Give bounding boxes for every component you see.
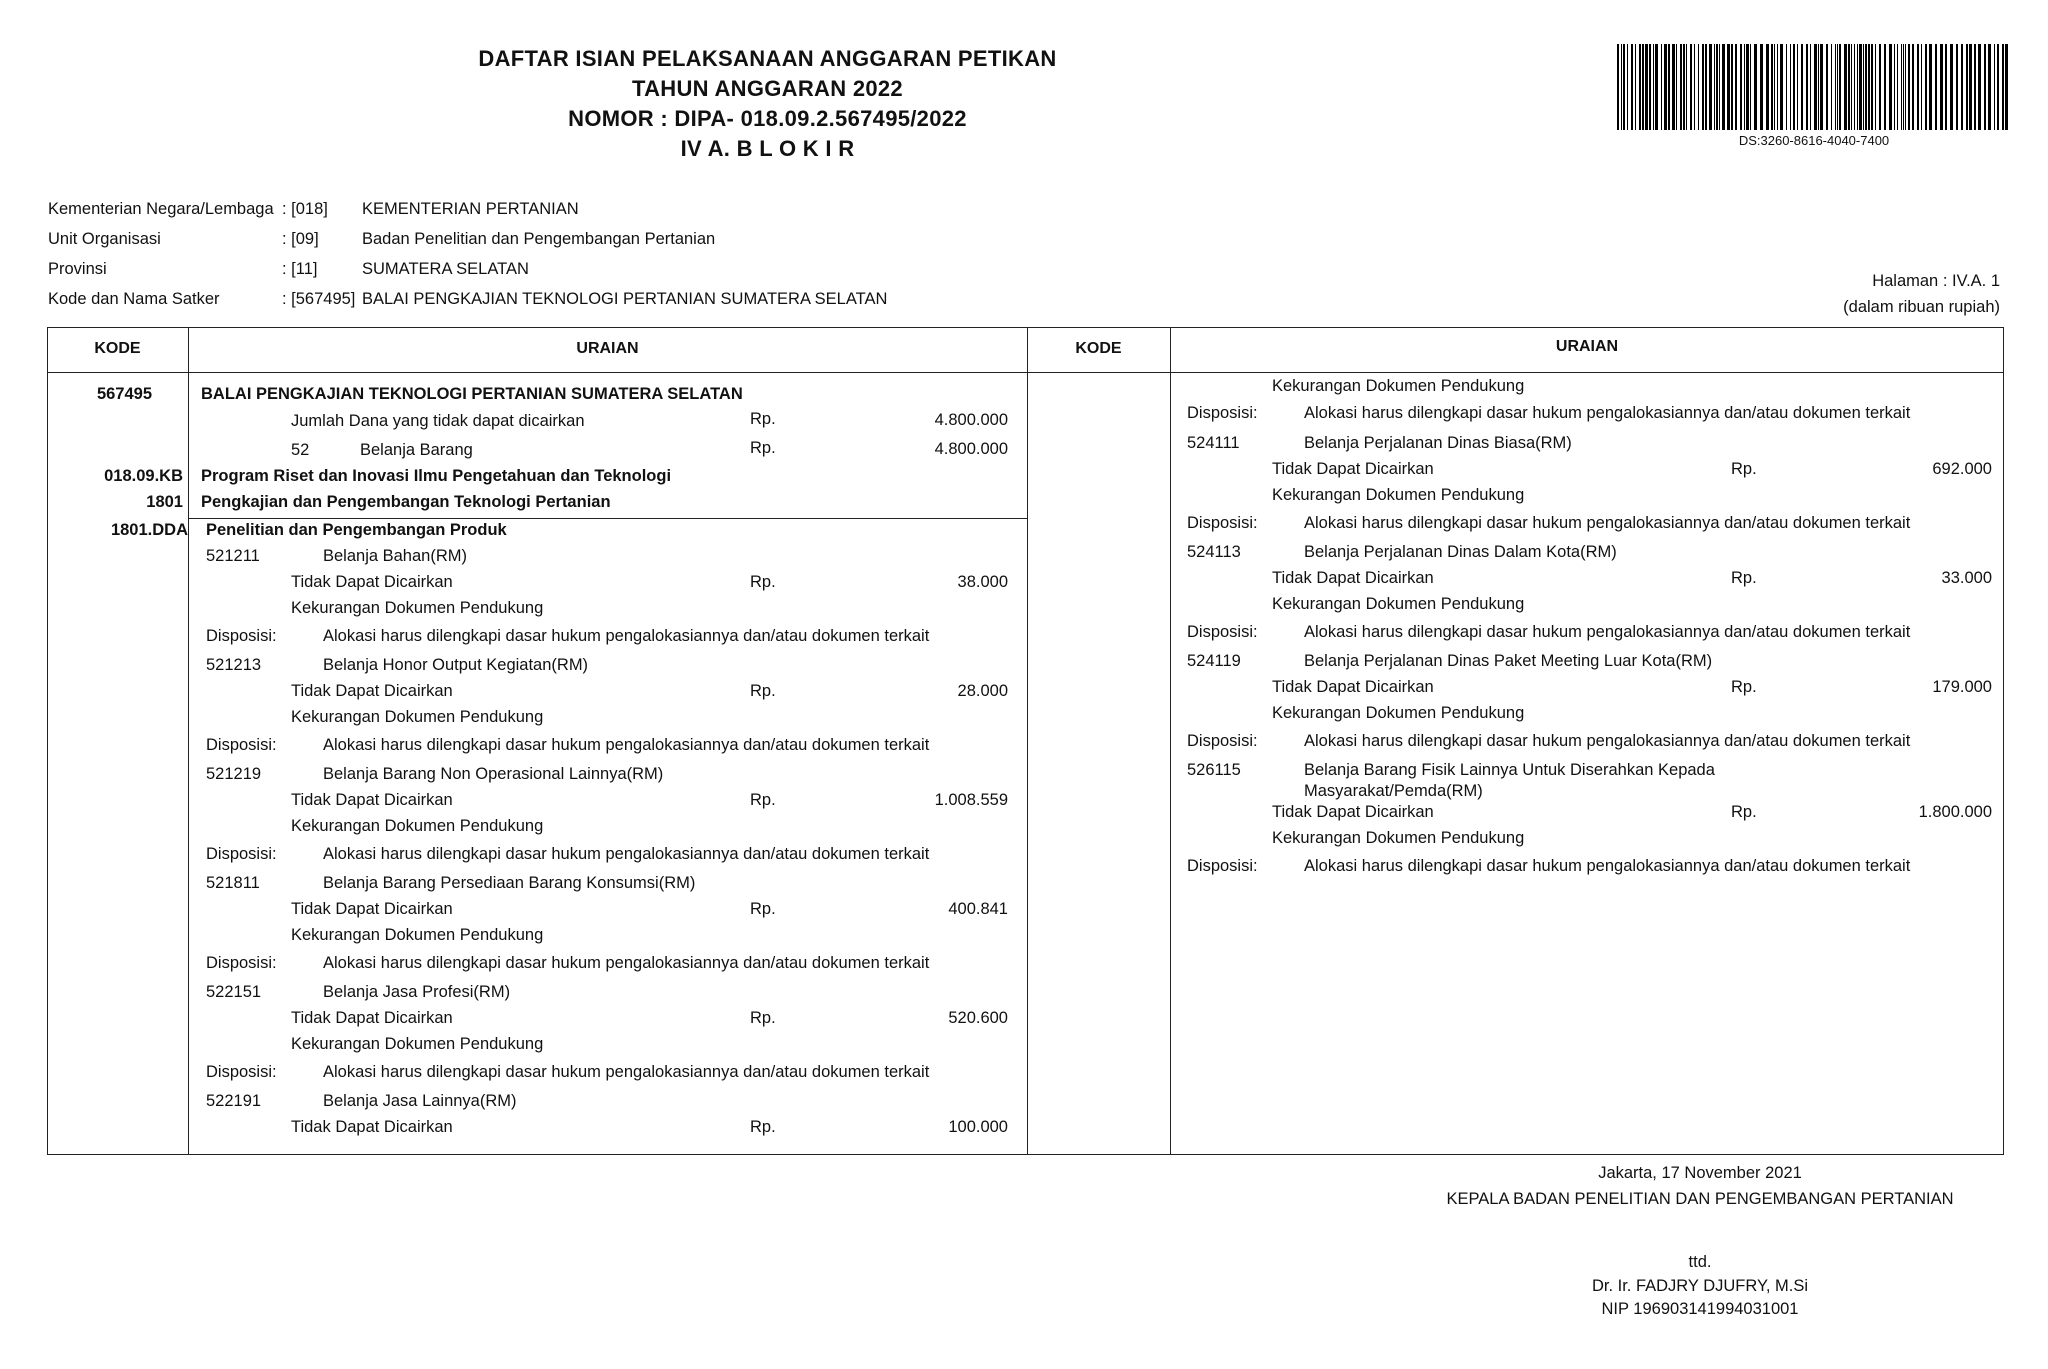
barcode-bar — [2002, 44, 2004, 130]
info-code: : [09] — [282, 230, 319, 248]
barcode-bar — [1744, 44, 1745, 130]
barcode-bar — [1879, 44, 1881, 130]
currency-label: Rp. — [750, 1118, 776, 1136]
barcode-bar — [1994, 44, 1995, 130]
barcode-bar — [1760, 44, 1763, 130]
disposisi-text: Alokasi harus dilengkapi dasar hukum pengalokasiannya dan/atau dokumen terkait — [1304, 404, 1911, 422]
item-reason: Kekurangan Dokumen Pendukung — [291, 1035, 544, 1053]
barcode-bar — [1653, 44, 1654, 130]
info-label: Unit Organisasi — [48, 230, 161, 248]
barcode-bar — [1956, 44, 1958, 130]
info-value: Badan Penelitian dan Pengembangan Pertanian — [362, 230, 716, 248]
currency-unit: (dalam ribuan rupiah) — [1843, 298, 2000, 316]
belanja-value: 4.800.000 — [934, 440, 1008, 458]
barcode-bar — [1621, 44, 1622, 130]
barcode-bar — [1639, 44, 1641, 130]
currency-label: Rp. — [750, 410, 776, 428]
disposisi-text: Alokasi harus dilengkapi dasar hukum pengalokasiannya dan/atau dokumen terkait — [323, 736, 930, 754]
item-value: 38.000 — [957, 573, 1008, 591]
item-code: 524111 — [1187, 434, 1240, 452]
barcode-bar — [1917, 44, 1919, 130]
header-uraian-left: URAIAN — [576, 340, 639, 357]
barcode-bar — [1754, 44, 1757, 130]
disposisi-label: Disposisi: — [1187, 732, 1258, 750]
barcode-bar — [1826, 44, 1828, 130]
info-code: : [018] — [282, 200, 328, 218]
belanja-code: 52 — [291, 441, 310, 459]
barcode-bar — [2005, 44, 2008, 130]
barcode-bar — [1664, 44, 1667, 130]
header-divider — [47, 372, 2004, 373]
column-divider — [1170, 327, 1171, 1155]
disposisi-text: Alokasi harus dilengkapi dasar hukum pengalokasiannya dan/atau dokumen terkait — [1304, 623, 1911, 641]
ttd-mark: ttd. — [1688, 1253, 1712, 1271]
info-label: Kode dan Nama Satker — [48, 290, 220, 308]
item-value: 179.000 — [1932, 678, 1992, 696]
currency-label: Rp. — [750, 1009, 776, 1027]
barcode-bar — [1969, 44, 1972, 130]
barcode-bar — [1988, 44, 1991, 130]
program-name: Program Riset dan Inovasi Ilmu Pengetahuan dan Teknologi — [201, 467, 672, 485]
item-reason: Kekurangan Dokumen Pendukung — [291, 926, 544, 944]
barcode-bar — [1746, 44, 1749, 130]
info-code: : [11] — [282, 260, 318, 278]
item-status: Tidak Dapat Dicairkan — [1272, 460, 1434, 478]
fiscal-year-title: TAHUN ANGGARAN 2022 — [632, 76, 903, 101]
blokir-title: IV A. B L O K I R — [680, 136, 855, 161]
jumlah-value: 4.800.000 — [934, 411, 1008, 429]
barcode-bar — [1901, 44, 1902, 130]
item-value: 520.600 — [948, 1009, 1008, 1027]
info-value: BALAI PENGKAJIAN TEKNOLOGI PERTANIAN SUMATERA SELATAN — [362, 290, 888, 308]
barcode-id: DS:3260-8616-4040-7400 — [1738, 133, 1890, 148]
disposisi-label: Disposisi: — [1187, 857, 1258, 875]
barcode-bar — [1793, 44, 1795, 130]
barcode-bar — [1672, 44, 1675, 130]
header-kode-left: KODE — [94, 340, 141, 357]
item-name: Belanja Perjalanan Dinas Biasa(RM) — [1304, 434, 1572, 452]
item-status: Tidak Dapat Dicairkan — [291, 1118, 453, 1136]
item-name: Belanja Jasa Profesi(RM) — [323, 983, 511, 1001]
jumlah-label: Jumlah Dana yang tidak dapat dicairkan — [291, 412, 585, 430]
barcode-bar — [1780, 44, 1783, 130]
barcode-bar — [1818, 44, 1819, 130]
disposisi-label: Disposisi: — [206, 845, 277, 863]
item-status: Tidak Dapat Dicairkan — [1272, 678, 1434, 696]
disposisi-text: Alokasi harus dilengkapi dasar hukum pengalokasiannya dan/atau dokumen terkait — [323, 845, 930, 863]
column-divider — [188, 327, 189, 1155]
barcode-bar — [1790, 44, 1791, 130]
barcode-bar — [1929, 44, 1932, 130]
kegiatan-name: Pengkajian dan Pengembangan Teknologi Pertanian — [201, 493, 611, 511]
barcode-bar — [1921, 44, 1922, 130]
item-name: Belanja Barang Persediaan Barang Konsumsi(RM) — [323, 874, 696, 892]
disposisi-label: Disposisi: — [206, 627, 277, 645]
item-code: 521211 — [206, 547, 260, 565]
item-value: 1.008.559 — [934, 791, 1008, 809]
barcode-bar — [1655, 44, 1658, 130]
barcode-bar — [1702, 44, 1704, 130]
output-name: Penelitian dan Pengembangan Produk — [206, 521, 507, 539]
item-status: Tidak Dapat Dicairkan — [291, 900, 453, 918]
info-label: Kementerian Negara/Lembaga — [48, 200, 274, 218]
disposisi-label: Disposisi: — [1187, 514, 1258, 532]
disposisi-label: Disposisi: — [206, 736, 277, 754]
item-reason: Kekurangan Dokumen Pendukung — [1272, 704, 1525, 722]
currency-label: Rp. — [750, 439, 776, 457]
currency-label: Rp. — [1731, 803, 1757, 821]
barcode-bar — [1661, 44, 1662, 130]
item-value: 100.000 — [948, 1118, 1008, 1136]
dipa-number: NOMOR : DIPA- 018.09.2.567495/2022 — [568, 106, 967, 131]
info-code: : [567495] — [282, 290, 356, 308]
section-divider — [188, 518, 1027, 519]
barcode-bar — [1857, 44, 1858, 130]
barcode-bar — [1848, 44, 1850, 130]
info-value: KEMENTERIAN PERTANIAN — [362, 200, 579, 218]
barcode-bar — [1810, 44, 1811, 130]
barcode-bar — [1668, 44, 1670, 130]
barcode-bar — [1698, 44, 1699, 130]
barcode-bar — [1750, 44, 1751, 130]
item-code: 522191 — [206, 1092, 262, 1110]
barcode-bar — [1835, 44, 1836, 130]
item-reason: Kekurangan Dokumen Pendukung — [291, 817, 544, 835]
barcode-bar — [1690, 44, 1692, 130]
barcode-bar — [1642, 44, 1644, 130]
item-reason: Kekurangan Dokumen Pendukung — [291, 599, 544, 617]
item-reason: Kekurangan Dokumen Pendukung — [1272, 486, 1525, 504]
kegiatan-code: 1801 — [146, 493, 183, 511]
barcode-bar — [1868, 44, 1870, 130]
barcode-bar — [1727, 44, 1730, 130]
barcode-bar — [1978, 44, 1981, 130]
disposisi-text: Alokasi harus dilengkapi dasar hukum pengalokasiannya dan/atau dokumen terkait — [1304, 732, 1911, 750]
barcode-bar — [1716, 44, 1718, 130]
barcode-bar — [1719, 44, 1720, 130]
signer-position: KEPALA BADAN PENELITIAN DAN PENGEMBANGAN PERTANIAN — [1446, 1190, 1954, 1208]
barcode-bar — [1683, 44, 1685, 130]
satker-name: BALAI PENGKAJIAN TEKNOLOGI PERTANIAN SUMATERA SELATAN — [201, 385, 743, 403]
disposisi-text: Alokasi harus dilengkapi dasar hukum pengalokasiannya dan/atau dokumen terkait — [1304, 857, 1911, 875]
item-code: 522151 — [206, 983, 262, 1001]
item-name-continued: Masyarakat/Pemda(RM) — [1304, 782, 1483, 800]
belanja-label: Belanja Barang — [360, 441, 473, 459]
barcode-bar — [1889, 44, 1892, 130]
item-status: Tidak Dapat Dicairkan — [291, 1009, 453, 1027]
barcode-bar — [1837, 44, 1838, 130]
item-code: 524119 — [1187, 652, 1241, 670]
header-kode-right: KODE — [1075, 340, 1122, 357]
barcode-bar — [1903, 44, 1904, 130]
program-code: 018.09.KB — [104, 467, 183, 485]
barcode-bar — [1820, 44, 1823, 130]
barcode-bar — [1884, 44, 1886, 130]
barcode-bar — [1709, 44, 1712, 130]
barcode-bar — [1623, 44, 1625, 130]
header-uraian-right: URAIAN — [1555, 338, 1619, 355]
barcode — [1617, 44, 2011, 130]
barcode-bar — [1680, 44, 1682, 130]
item-reason: Kekurangan Dokumen Pendukung — [1272, 829, 1525, 847]
item-reason: Kekurangan Dokumen Pendukung — [291, 708, 544, 726]
item-status: Tidak Dapat Dicairkan — [1272, 803, 1434, 821]
barcode-bar — [1961, 44, 1963, 130]
page-number: Halaman : IV.A. 1 — [1872, 272, 2000, 290]
barcode-bar — [1714, 44, 1715, 130]
barcode-bar — [1645, 44, 1648, 130]
barcode-bar — [1997, 44, 1999, 130]
barcode-bar — [1635, 44, 1636, 130]
barcode-bar — [1735, 44, 1737, 130]
barcode-bar — [1854, 44, 1855, 130]
barcode-bar — [1925, 44, 1927, 130]
barcode-bar — [1831, 44, 1832, 130]
column-divider — [1027, 327, 1028, 1155]
barcode-bar — [1844, 44, 1847, 130]
signer-name: Dr. Ir. FADJRY DJUFRY, M.Si — [1591, 1277, 1809, 1295]
barcode-bar — [1774, 44, 1775, 130]
barcode-bar — [1839, 44, 1841, 130]
barcode-bar — [1950, 44, 1953, 130]
item-name: Belanja Perjalanan Dinas Paket Meeting Luar Kota(RM) — [1304, 652, 1713, 670]
item-name: Belanja Barang Fisik Lainnya Untuk Diserahkan Kepada — [1304, 761, 1715, 779]
item-name: Belanja Perjalanan Dinas Dalam Kota(RM) — [1304, 543, 1617, 561]
item-value: 692.000 — [1932, 460, 1992, 478]
barcode-bar — [1771, 44, 1773, 130]
disposisi-text: Alokasi harus dilengkapi dasar hukum pengalokasiannya dan/atau dokumen terkait — [323, 954, 930, 972]
item-status: Tidak Dapat Dicairkan — [291, 791, 453, 809]
disposisi-text: Alokasi harus dilengkapi dasar hukum pengalokasiannya dan/atau dokumen terkait — [323, 627, 930, 645]
item-status: Tidak Dapat Dicairkan — [291, 573, 453, 591]
barcode-bar — [1806, 44, 1808, 130]
item-code: 521811 — [206, 874, 260, 892]
item-code: 521213 — [206, 656, 262, 674]
signer-nip: NIP 196903141994031001 — [1601, 1300, 1799, 1318]
barcode-bar — [1676, 44, 1677, 130]
barcode-bar — [1974, 44, 1976, 130]
barcode-bar — [1871, 44, 1873, 130]
barcode-bar — [1740, 44, 1742, 130]
barcode-bar — [1859, 44, 1862, 130]
disposisi-label: Disposisi: — [206, 954, 277, 972]
barcode-bar — [1940, 44, 1943, 130]
barcode-bar — [1766, 44, 1769, 130]
barcode-bar — [1686, 44, 1687, 130]
item-value: 33.000 — [1941, 569, 1992, 587]
barcode-bar — [1935, 44, 1937, 130]
barcode-bar — [1705, 44, 1707, 130]
currency-label: Rp. — [750, 573, 776, 591]
barcode-bar — [1984, 44, 1986, 130]
currency-label: Rp. — [1731, 678, 1757, 696]
barcode-bar — [1631, 44, 1633, 130]
barcode-bar — [1863, 44, 1864, 130]
disposisi-text: Alokasi harus dilengkapi dasar hukum pengalokasiannya dan/atau dokumen terkait — [323, 1063, 930, 1081]
barcode-bar — [1875, 44, 1876, 130]
item-value: 400.841 — [948, 900, 1008, 918]
barcode-bar — [1649, 44, 1651, 130]
barcode-bar — [1786, 44, 1787, 130]
item-name: Belanja Bahan(RM) — [323, 547, 467, 565]
barcode-bar — [1722, 44, 1725, 130]
item-value: 28.000 — [957, 682, 1008, 700]
barcode-bar — [1814, 44, 1817, 130]
item-status: Tidak Dapat Dicairkan — [1272, 569, 1434, 587]
barcode-bar — [1908, 44, 1910, 130]
disposisi-text: Alokasi harus dilengkapi dasar hukum pengalokasiannya dan/atau dokumen terkait — [1304, 514, 1911, 532]
disposisi-label: Disposisi: — [206, 1063, 277, 1081]
currency-label: Rp. — [750, 682, 776, 700]
currency-label: Rp. — [750, 900, 776, 918]
barcode-bar — [1966, 44, 1968, 130]
item-status: Tidak Dapat Dicairkan — [291, 682, 453, 700]
barcode-bar — [1777, 44, 1778, 130]
barcode-bar — [1905, 44, 1906, 130]
currency-label: Rp. — [1731, 460, 1757, 478]
document-title: DAFTAR ISIAN PELAKSANAAN ANGGARAN PETIKAN — [478, 46, 1057, 71]
info-label: Provinsi — [48, 260, 107, 278]
currency-label: Rp. — [750, 791, 776, 809]
info-value: SUMATERA SELATAN — [362, 260, 529, 278]
place-date: Jakarta, 17 November 2021 — [1598, 1164, 1802, 1182]
item-value: 1.800.000 — [1918, 803, 1992, 821]
disposisi-label: Disposisi: — [1187, 623, 1258, 641]
barcode-bar — [1851, 44, 1852, 130]
item-code: 524113 — [1187, 543, 1241, 561]
item-name: Belanja Honor Output Kegiatan(RM) — [323, 656, 589, 674]
barcode-bar — [1945, 44, 1947, 130]
item-code: 526115 — [1187, 761, 1241, 779]
output-code: 1801.DDA — [110, 521, 188, 539]
barcode-bar — [1694, 44, 1695, 130]
barcode-bar — [1627, 44, 1628, 130]
currency-label: Rp. — [1731, 569, 1757, 587]
barcode-bar — [1912, 44, 1914, 130]
barcode-bar — [1897, 44, 1898, 130]
barcode-bar — [1617, 44, 1619, 130]
item-reason: Kekurangan Dokumen Pendukung — [1272, 377, 1525, 395]
item-reason: Kekurangan Dokumen Pendukung — [1272, 595, 1525, 613]
barcode-bar — [1801, 44, 1803, 130]
item-code: 521219 — [206, 765, 262, 783]
disposisi-label: Disposisi: — [1187, 404, 1258, 422]
barcode-bar — [1797, 44, 1798, 130]
barcode-bar — [1894, 44, 1895, 130]
satker-code: 567495 — [96, 385, 152, 403]
item-name: Belanja Barang Non Operasional Lainnya(RM) — [323, 765, 664, 783]
barcode-bar — [1731, 44, 1733, 130]
item-name: Belanja Jasa Lainnya(RM) — [323, 1092, 517, 1110]
barcode-bar — [1865, 44, 1867, 130]
